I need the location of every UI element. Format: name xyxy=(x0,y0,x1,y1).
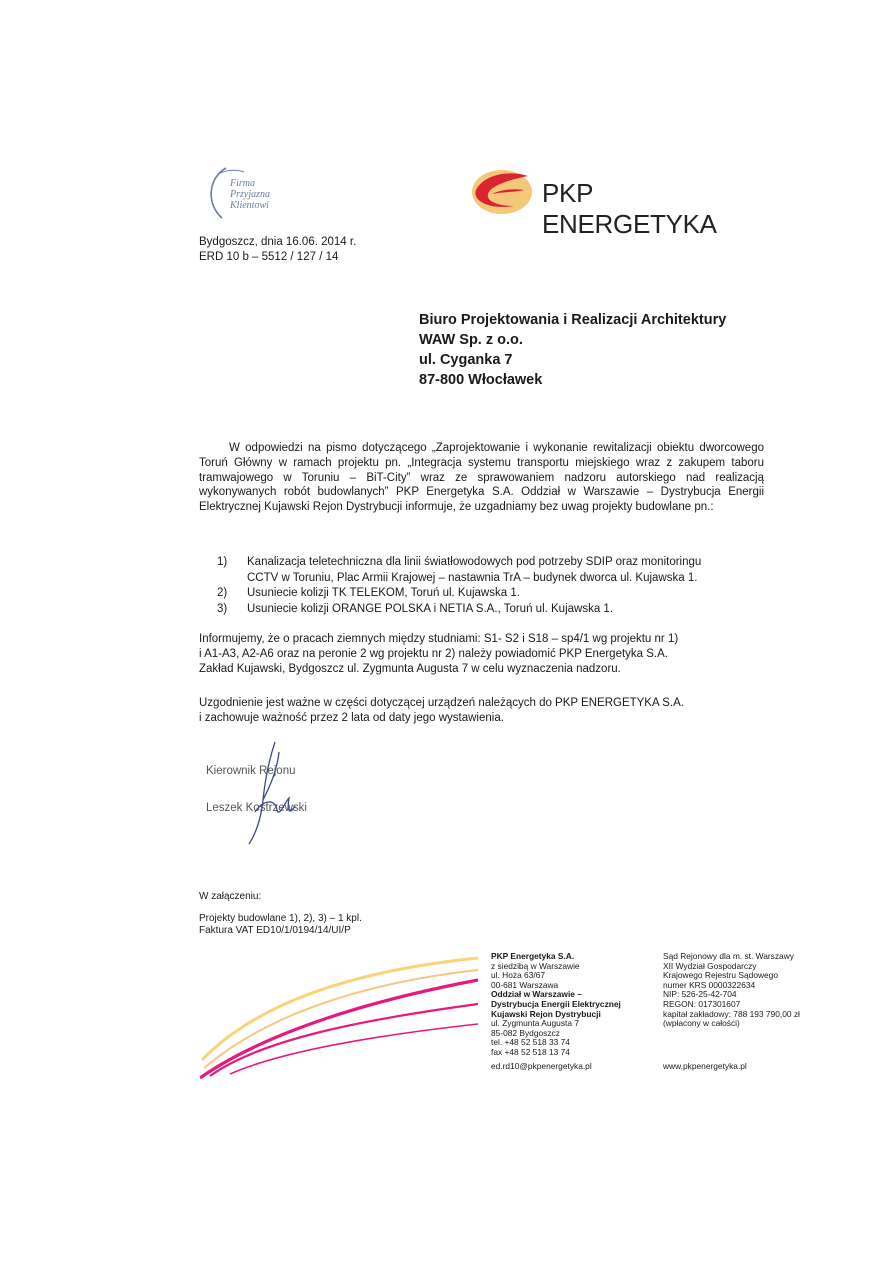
brand-swoosh-icon xyxy=(200,940,480,1080)
footer-line: NIP: 526-25-42-704 xyxy=(663,989,737,1000)
list-item-continuation: CCTV w Toruniu, Plac Armii Krajowej – nastawnia TrA – budynek dworca ul. Kujawska 1. xyxy=(247,571,698,584)
signatory-title: Kierownik Rejonu xyxy=(206,765,296,777)
recipient-line-3: ul. Cyganka 7 xyxy=(419,352,513,368)
footer-line: (wpłacony w całości) xyxy=(663,1018,740,1029)
footer-line: 85-082 Bydgoszcz xyxy=(491,1027,560,1038)
recipient-line-2: WAW Sp. z o.o. xyxy=(419,332,523,348)
attachment-item: Projekty budowlane 1), 2), 3) – 1 kpl. xyxy=(199,913,362,924)
ffk-line-1: Firma xyxy=(230,178,255,189)
list-item-number: 3) xyxy=(217,602,228,615)
date-line: Bydgoszcz, dnia 16.06. 2014 r. xyxy=(199,236,357,248)
paragraph-1-text: W odpowiedzi na pismo dotyczącego „Zaprojektowanie i wykonanie rewitalizacji obiektu dworcowego Toruń Główny w ramach projektu pn. „Integracja systemu transportu miejskiego wraz z zakupem taboru tramwajowego w Toruniu – BiT-City” wraz ze sprawowaniem nadzoru autorskiego nad realizacją wykonywanych robót budowlanych” PKP Energetyka S.A. Oddział w Warszawie – Dystrybucja Energii Elektrycznej Kujawski Rejon Dystrybucji informuje, że uzgadniamy bez uwag projekty budowlane pn.: xyxy=(199,442,764,514)
footer-line: z siedzibą w Warszawie xyxy=(491,960,580,971)
handwritten-signature-icon xyxy=(205,740,345,850)
paragraph-3-line: i zachowuje ważność przez 2 lata od daty jego wystawienia. xyxy=(199,711,504,724)
paragraph-2-line: i A1-A3, A2-A6 oraz na peronie 2 wg projektu nr 2) należy powiadomić PKP Energetyka S.A. xyxy=(199,647,668,660)
footer-line: kapitał zakładowy: 788 193 790,00 zł xyxy=(663,1008,800,1019)
recipient-line-4: 87-800 Włocławek xyxy=(419,372,543,388)
signature-stamp xyxy=(205,740,345,850)
footer-registry-info xyxy=(663,952,823,1029)
footer-website: www.pkpenergetyka.pl xyxy=(663,1061,747,1071)
footer-company-info xyxy=(491,952,651,1058)
footer-line: Sąd Rejonowy dla m. st. Warszawy xyxy=(663,951,794,961)
list-item xyxy=(199,586,764,602)
attachment-item: Faktura VAT ED10/1/0194/14/UI/P xyxy=(199,924,351,936)
recipient-line-1: Biuro Projektowania i Realizacji Architektury xyxy=(419,312,727,328)
footer-email: ed.rd10@pkpenergetyka.pl xyxy=(491,1061,592,1071)
list-item xyxy=(199,602,764,618)
footer-line: PKP Energetyka S.A. xyxy=(491,951,575,961)
project-list xyxy=(199,555,764,617)
date-reference-block xyxy=(199,235,356,265)
pkp-flame-icon xyxy=(470,166,540,218)
body-paragraph-2 xyxy=(199,632,764,676)
footer-line: ul. Zygmunta Augusta 7 xyxy=(491,1018,579,1029)
signatory-name: Leszek Kostrzewski xyxy=(206,802,307,814)
footer-swoosh-decoration xyxy=(200,940,480,1080)
list-item-text: Kanalizacja teletechniczna dla linii światłowodowych pod potrzeby SDIP oraz monitoringu xyxy=(247,556,702,568)
footer-line: Oddział w Warszawie – xyxy=(491,989,582,1000)
footer-line: numer KRS 0000322634 xyxy=(663,979,756,990)
footer-line: Dystrybucja Energii Elektrycznej xyxy=(491,998,621,1009)
body-paragraph-3 xyxy=(199,696,764,726)
recipient-address xyxy=(419,310,726,390)
footer-line: tel. +48 52 518 33 74 xyxy=(491,1037,570,1048)
firma-przyjazna-klientowi-logo xyxy=(196,164,296,220)
list-item-number: 2) xyxy=(217,587,228,599)
ffk-line-3: Klientowi xyxy=(230,200,269,211)
paragraph-2-line: Informujemy, że o pracach ziemnych między studniami: S1- S2 i S18 – sp4/1 wg projektu nr 1) xyxy=(199,633,679,645)
footer-line: Krajowego Rejestru Sądowego xyxy=(663,970,778,981)
footer-line: 00-681 Warszawa xyxy=(491,979,559,990)
footer-line: REGON: 017301607 xyxy=(663,998,741,1009)
body-paragraph-1 xyxy=(199,441,764,515)
list-item xyxy=(199,555,764,586)
attachments-list xyxy=(199,913,362,936)
footer-line: XII Wydział Gospodarczy xyxy=(663,960,757,971)
attachments-title: W załączeniu: xyxy=(199,891,262,902)
list-item-text: Usuniecie kolizji ORANGE POLSKA i NETIA S.A., Toruń ul. Kujawska 1. xyxy=(247,602,614,615)
ffk-line-2: Przyjazna xyxy=(230,189,270,200)
list-item-number: 1) xyxy=(217,556,228,568)
footer-line: Kujawski Rejon Dystrybucji xyxy=(491,1008,601,1019)
paragraph-2-line: Zakład Kujawski, Bydgoszcz ul. Zygmunta Augusta 7 w celu wyznaczenia nadzoru. xyxy=(199,662,621,675)
footer-line: ul. Hoża 63/67 xyxy=(491,970,546,981)
pkp-energetyka-logo xyxy=(470,166,760,239)
reference-number: ERD 10 b – 5512 / 127 / 14 xyxy=(199,251,339,263)
paragraph-3-line: Uzgodnienie jest ważne w części dotyczącej urządzeń należących do PKP ENERGETYKA S.A. xyxy=(199,697,684,709)
footer-line: fax +48 52 518 13 74 xyxy=(491,1046,570,1057)
pkp-brand-name: PKP ENERGETYKA xyxy=(542,178,717,239)
list-item-text: Usuniecie kolizji TK TELEKOM, Toruń ul. Kujawska 1. xyxy=(247,587,520,599)
